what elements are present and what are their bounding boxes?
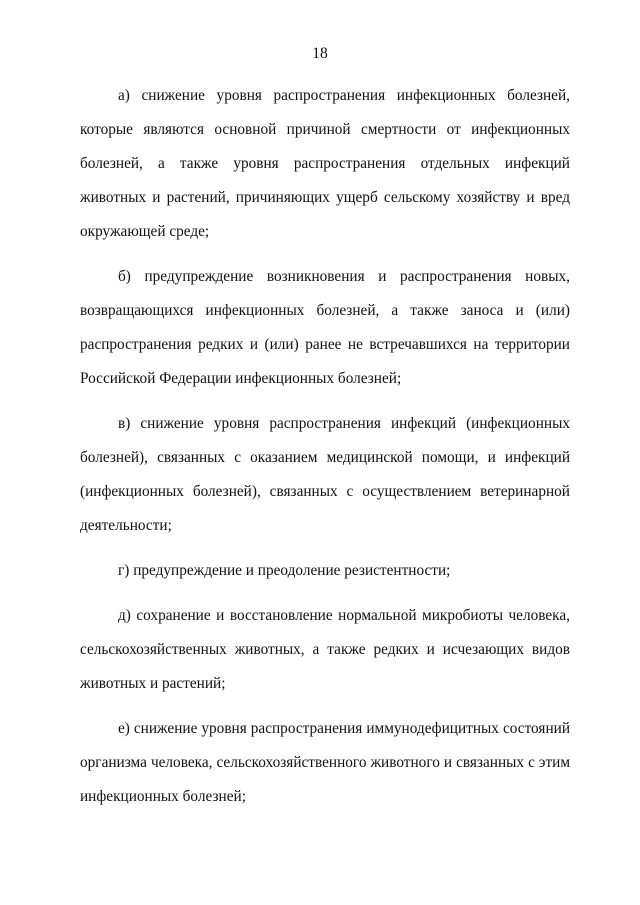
list-item-v: в) снижение уровня распространения инфекций (инфекционных болезней), связанных с оказанием медицинской помощи, и инфекций (инфекционных болезней), связанных с осуществлением ветеринарной деятельности; — [80, 415, 570, 534]
list-item-e: е) снижение уровня распространения иммунодефицитных состояний организма человека, сельскохозяйственного животного и связанных с этим инфекционных болезней; — [80, 720, 570, 805]
list-item-g: г) предупреждение и преодоление резистентности; — [118, 562, 451, 579]
list-item-d: д) сохранение и восстановление нормальной микробиоты человека, сельскохозяйственных животных, а также редких и исчезающих видов животных и растений; — [80, 607, 570, 692]
list-item-a: а) снижение уровня распространения инфекционных болезней, которые являются основной причиной смертности от инфекционных болезней, а также уровня распространения отдельных инфекций животных и растений, причиняющих ущерб сельскому хозяйству и вред окружающей среде; — [80, 87, 570, 240]
list-item-b: б) предупреждение возникновения и распространения новых, возвращающихся инфекционных болезней, а также заноса и (или) распространения редких и (или) ранее не встречавшихся на территории Российской Федерации инфекционных болезней; — [80, 268, 570, 387]
document-body — [80, 79, 570, 825]
page-number: 18 — [312, 45, 328, 62]
